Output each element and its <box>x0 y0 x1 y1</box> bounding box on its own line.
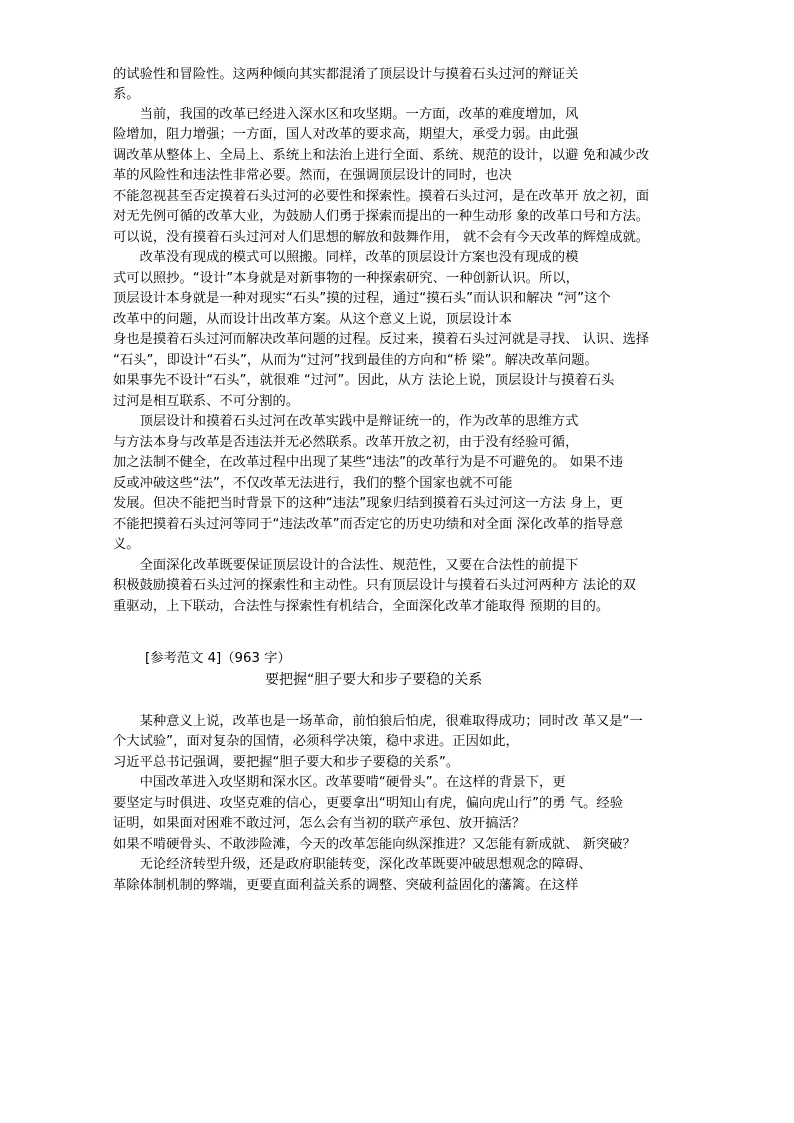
paragraph-line: 顶层设计本身就是一种对现实“石头”摸的过程，通过“摸石头”而认识和解决 “河”这个 <box>113 291 611 306</box>
paragraph-line: 加之法制不健全，在改革过程中出现了某些“违法”的改革行为是不可避免的。 如果不违 <box>113 455 623 470</box>
paragraph-line: 式可以照抄。“设计”本身就是对新事物的一种探索研究、一种创新认识。所以， <box>113 271 579 286</box>
paragraph-line: 如果事先不设计“石头”，就很难 “过河”。因此，从方 法论上说，顶层设计与摸着石头 <box>113 373 615 388</box>
paragraph-line: 习近平总书记强调，要把握“胆子要大和步子要稳的关系”。 <box>113 755 460 770</box>
paragraph-line: 可以说，没有摸着石头过河对人们思想的解放和鼓舞作用， 就不会有今天改革的辉煌成就。 <box>113 230 650 245</box>
paragraph-line: 的试验性和冒险性。这两种倾向其实都混淆了顶层设计与摸着石头过河的辩证关 <box>113 67 579 82</box>
paragraph-line: 无论经济转型升级，还是政府职能转变，深化改革既要冲破思想观念的障碍、 <box>113 857 592 872</box>
reference-label: [参考范文 4]（963 字） <box>145 651 291 666</box>
paragraph-line: 要坚定与时俱进、攻坚克难的信心，更要拿出“明知山有虎，偏向虎山行”的勇 气。经验 <box>113 796 623 811</box>
paragraph-line: 义。 <box>113 537 140 552</box>
paragraph-line: 调改革从整体上、全局上、系统上和法治上进行全面、系统、规范的设计，以避 免和减少改 <box>113 148 650 163</box>
paragraph-line: 不能把摸着石头过河等同于“违法改革”而否定它的历史功绩和对全面 深化改革的指导意 <box>113 517 623 532</box>
paragraph-line: 改革没有现成的模式可以照搬。同样，改革的顶层设计方案也没有现成的模 <box>113 250 579 265</box>
essay-title: 要把握“胆子要大和步子要稳的关系 <box>265 672 483 688</box>
paragraph-line: 系。 <box>113 87 140 102</box>
paragraph-line: 发展。但决不能把当时背景下的这种“违法”现象归结到摸着石头过河这一方法 身上，更 <box>113 496 623 511</box>
paragraph-line: 个大试验”，面对复杂的国情，必须科学决策，稳中求进。正因如此， <box>113 734 519 749</box>
paragraph-line: 重驱动，上下联动，合法性与探索性有机结合，全面深化改革才能取得 预期的目的。 <box>113 599 610 614</box>
paragraph-line: 全面深化改革既要保证顶层设计的合法性、规范性，又要在合法性的前提下 <box>113 558 579 573</box>
paragraph-line: 革的风险性和违法性非常必要。然而，在强调顶层设计的同时，也决 <box>113 168 512 183</box>
paragraph-line: 身也是摸着石头过河而解决改革问题的过程。反过来，摸着石头过河就是寻找、 认识、选择 <box>113 332 650 347</box>
paragraph-line: 对无先例可循的改革大业，为鼓励人们勇于探索而提出的一种生动形 象的改革口号和方法。 <box>113 209 650 224</box>
paragraph-line: 反或冲破这些“法”，不仅改革无法进行，我们的整个国家也就不可能 <box>113 476 513 491</box>
paragraph-line: 革除体制机制的弊端，更要直面利益关系的调整、突破利益固化的藩篱。在这样 <box>113 878 579 893</box>
paragraph-line: 顶层设计和摸着石头过河在改革实践中是辩证统一的，作为改革的思维方式 <box>113 414 579 429</box>
paragraph-line: 当前，我国的改革已经进入深水区和攻坚期。一方面，改革的难度增加，风 <box>113 107 579 122</box>
paragraph-line: 不能忽视甚至否定摸着石头过河的必要性和探索性。摸着石头过河，是在改革开 放之初，面 <box>113 189 650 204</box>
paragraph-line: 某种意义上说，改革也是一场革命，前怕狼后怕虎，很难取得成功；同时改 革又是“一 <box>113 714 643 729</box>
paragraph-line: 如果不啃硬骨头、不敢涉险滩，今天的改革怎能向纵深推进？又怎能有新成就、 新突破？ <box>113 837 636 852</box>
paragraph-line: 险增加，阻力增强；一方面，国人对改革的要求高，期望大，承受力弱。由此强 <box>113 127 579 142</box>
paragraph-line: 过河是相互联系、不可分割的。 <box>113 394 300 409</box>
paragraph-line: “石头”，即设计“石头”，从而为“过河”找到最佳的方向和“桥 梁”。解决改革问题。 <box>113 353 598 368</box>
paragraph-line: 中国改革进入攻坚期和深水区。改革要啃“硬骨头”。在这样的背景下，更 <box>113 775 566 790</box>
paragraph-line: 积极鼓励摸着石头过河的探索性和主动性。只有顶层设计与摸着石头过河两种方 法论的双 <box>113 578 636 593</box>
paragraph-line: 改革中的问题，从而设计出改革方案。从这个意义上说，顶层设计本 <box>113 312 512 327</box>
paragraph-line: 证明，如果面对困难不敢过河，怎么会有当初的联产承包、放开搞活？ <box>113 816 526 831</box>
paragraph-line: 与方法本身与改革是否违法并无必然联系。改革开放之初，由于没有经验可循， <box>113 435 579 450</box>
